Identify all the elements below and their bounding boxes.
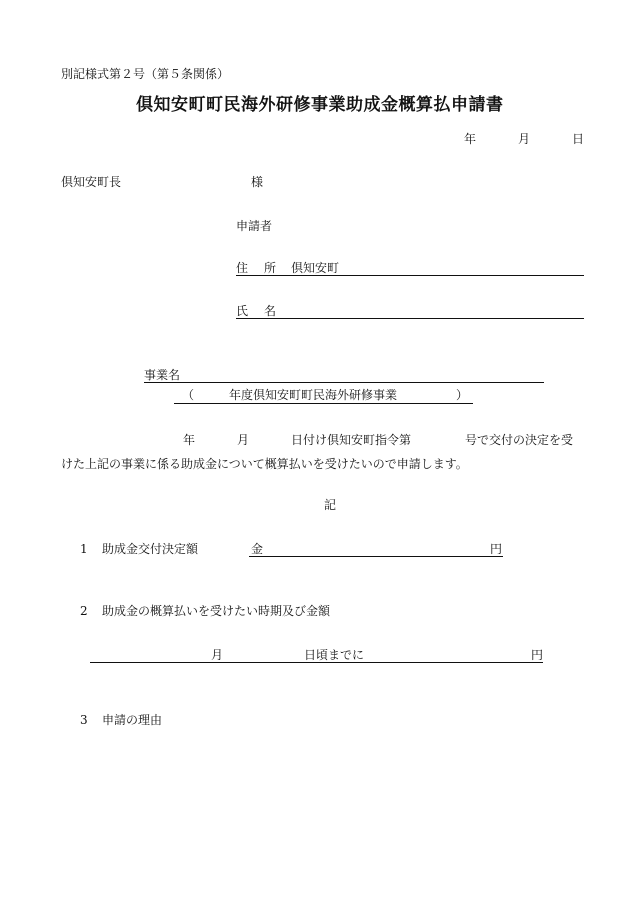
addressee-honorific: 様 [251, 175, 264, 189]
body-line-2: けた上記の事業に係る助成金について概算払いを受けたいので申請します。 [61, 457, 468, 471]
addressee-name: 倶知安町長 [61, 175, 122, 189]
body-year: 年 [183, 433, 196, 447]
address-value: 倶知安町 [291, 261, 340, 275]
address-label-2: 所 [264, 261, 277, 275]
project-name-underline [174, 403, 473, 404]
address-underline [236, 275, 584, 276]
body-date-part: 日付け倶知安町指令第 [291, 433, 412, 447]
item2-unit: 円 [531, 648, 544, 662]
project-close-paren: ） [456, 388, 469, 402]
address-label-1: 住 [236, 261, 249, 275]
name-underline [236, 318, 584, 319]
applicant-label: 申請者 [236, 219, 273, 233]
item2-label: 助成金の概算払いを受けたい時期及び金額 [102, 604, 331, 618]
item1-label: 助成金交付決定額 [102, 542, 199, 556]
project-name: 年度倶知安町町民海外研修事業 [229, 388, 398, 402]
item2-month: 月 [211, 648, 224, 662]
item1-underline [249, 556, 503, 557]
item1-prefix: 金 [251, 542, 264, 556]
item2-date-suffix: 日頃までに [304, 648, 365, 662]
item3-number: 3 [80, 713, 88, 727]
project-label-underline [144, 382, 544, 383]
item1-unit: 円 [490, 542, 503, 556]
body-number-part: 号で交付の決定を受 [465, 433, 574, 447]
item2-number: 2 [80, 604, 88, 618]
body-month: 月 [237, 433, 250, 447]
date-year-label: 年 [464, 132, 477, 146]
document-title: 倶知安町町民海外研修事業助成金概算払申請書 [136, 95, 504, 115]
project-open-paren: （ [182, 388, 195, 402]
date-month-label: 月 [518, 132, 531, 146]
item1-number: 1 [80, 542, 88, 556]
form-number: 別記様式第２号（第５条関係） [61, 67, 230, 81]
name-label-1: 氏 [236, 304, 249, 318]
item3-label: 申請の理由 [102, 713, 163, 727]
project-label: 事業名 [144, 368, 181, 382]
name-label-2: 名 [264, 304, 277, 318]
date-day-label: 日 [572, 132, 585, 146]
item2-underline [90, 662, 543, 663]
ki-heading: 記 [324, 498, 337, 512]
